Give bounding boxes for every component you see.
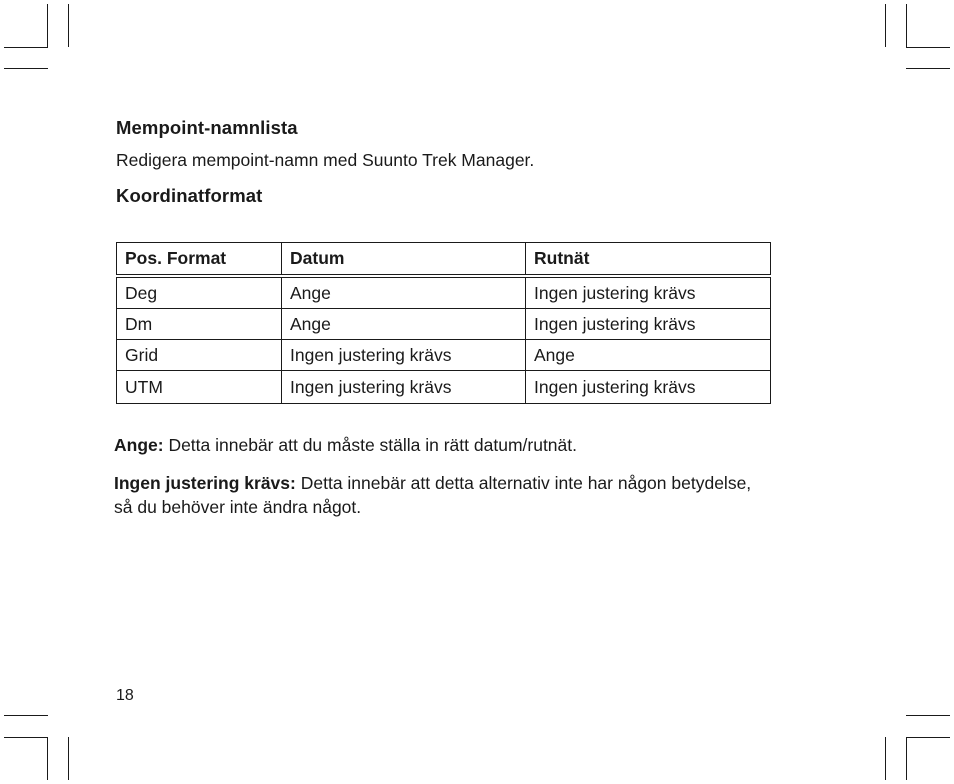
table-cell: Ingen justering krävs [526,309,771,340]
note-text: så du behöver inte ändra något. [114,497,362,517]
crop-mark [885,4,886,47]
table-row [117,309,771,340]
crop-mark [4,737,48,738]
crop-mark [906,47,950,48]
table-cell: Ange [282,276,526,309]
note-ingen-justering [114,471,834,519]
table-row [117,276,771,309]
section-heading-koordinatformat: Koordinatformat [116,185,263,206]
table-header-row [117,243,771,277]
note-text: Detta innebär att du måste ställa in rätt datum/rutnät. [163,435,577,455]
table-cell: Grid [117,340,282,371]
table-cell: Ingen justering krävs [282,371,526,404]
crop-mark [906,737,950,738]
column-header: Datum [282,243,526,277]
crop-mark [906,68,950,69]
table-cell: Deg [117,276,282,309]
table-cell: Ange [282,309,526,340]
note-term: Ange: [114,435,164,455]
note-text: Detta innebär att detta alternativ inte har någon betydelse, [295,473,752,493]
table-cell: Ingen justering krävs [526,371,771,404]
table-cell: UTM [117,371,282,404]
crop-mark [4,715,48,716]
crop-mark [906,4,907,47]
note-term: Ingen justering krävs: [114,473,296,493]
crop-mark [4,47,48,48]
crop-mark [4,68,48,69]
table-cell: Dm [117,309,282,340]
table-cell: Ange [526,340,771,371]
crop-mark [47,737,48,780]
section-heading-mempoint: Mempoint-namnlista [116,117,298,138]
coordinate-format-table [116,242,771,404]
table-row [117,371,771,404]
table-cell: Ingen justering krävs [282,340,526,371]
crop-mark [47,4,48,47]
crop-mark [906,737,907,780]
column-header: Rutnät [526,243,771,277]
crop-mark [68,4,69,47]
table-cell: Ingen justering krävs [526,276,771,309]
crop-mark [906,715,950,716]
table-row [117,340,771,371]
column-header: Pos. Format [117,243,282,277]
page-number: 18 [116,687,134,704]
section-text-mempoint: Redigera mempoint-namn med Suunto Trek Manager. [116,150,535,170]
note-ange [114,433,577,457]
crop-mark [68,737,69,780]
crop-mark [885,737,886,780]
